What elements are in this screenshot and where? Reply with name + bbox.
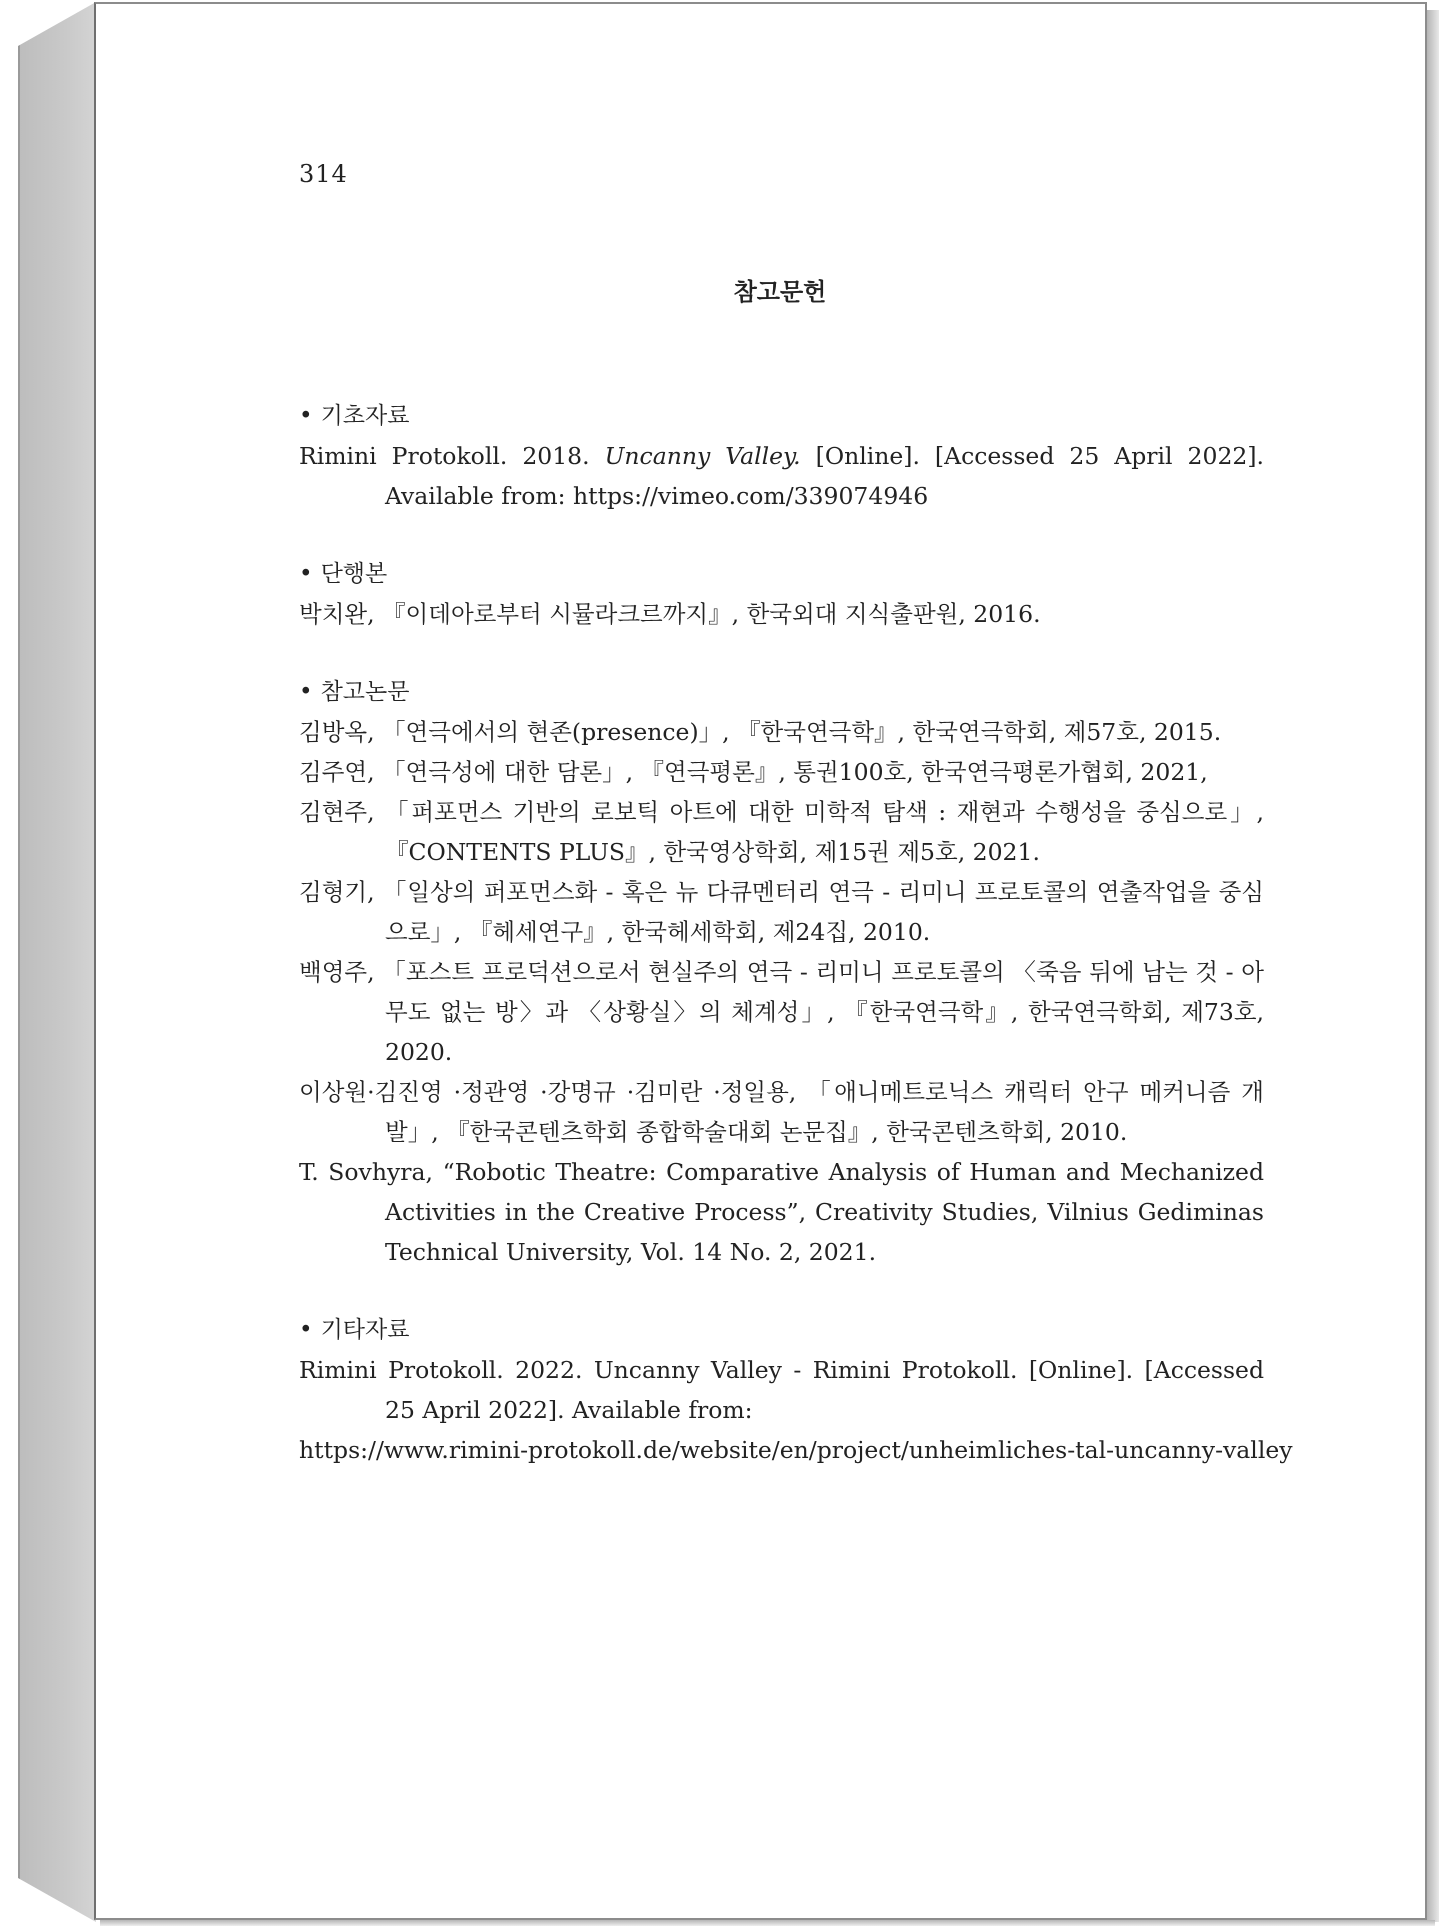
section-label-primary: • 기초자료 — [299, 403, 410, 429]
spine-top-corner — [18, 2, 96, 46]
bullet-icon: • — [299, 403, 313, 429]
reference-entry: T. Sovhyra, “Robotic Theatre: Comparative Analysis of Human and Mechanized Activities in the Creative Process”, Creativity Studies, Vilnius Gediminas Technical University, Vol. 14 No. 2, 2021. — [299, 1158, 1264, 1266]
page-number: 314 — [299, 160, 348, 188]
reference-url: https://www.rimini-protokoll.de/website/en/project/unheimliches-tal-uncanny-valley — [299, 1436, 1293, 1464]
page-bottom-shadow — [100, 1920, 1435, 1926]
section-label-papers: • 참고논문 — [299, 679, 410, 705]
reference-entry: 김현주, 「퍼포먼스 기반의 로보틱 아트에 대한 미학적 탐색 : 재현과 수행성을 중심으로」, 『CONTENTS PLUS』, 한국영상학회, 제15권 제5호, 2021. — [299, 798, 1264, 866]
reference-entry: 김형기, 「일상의 퍼포먼스화 - 혹은 뉴 다큐멘터리 연극 - 리미니 프로토콜의 연출작업을 중심으로」, 『헤세연구』, 한국헤세학회, 제24집, 2010. — [299, 878, 1264, 946]
references-body — [299, 396, 1293, 1470]
spine-bottom-corner — [18, 1878, 96, 1922]
reference-entry: 김방옥, 「연극에서의 현존(presence)」, 『한국연극학』, 한국연극학회, 제57호, 2015. — [299, 718, 1222, 746]
reference-entry: Rimini Protokoll. 2022. Uncanny Valley - Rimini Protokoll. [Online]. [Accessed 25 April 2022]. Available from: — [299, 1356, 1264, 1424]
bullet-icon: • — [299, 561, 313, 587]
reference-entry: 백영주, 「포스트 프로덕션으로서 현실주의 연극 - 리미니 프로토콜의 〈죽음 뒤에 남는 것 - 아무도 없는 방〉과 〈상황실〉의 체계성」, 『한국연극학』, 한국연극학회, 제73호, 2020. — [299, 958, 1264, 1066]
reference-entry: 김주연, 「연극성에 대한 담론」, 『연극평론』, 통권100호, 한국연극평론가협회, 2021, — [299, 758, 1208, 786]
reference-entry: Rimini Protokoll. 2018. Uncanny Valley. [Online]. [Accessed 25 April 2022]. Available from: https://vimeo.com/339074946 — [299, 442, 1264, 510]
section-label-books: • 단행본 — [299, 561, 388, 587]
bullet-icon: • — [299, 1317, 313, 1343]
bullet-icon: • — [299, 679, 313, 705]
reference-entry: 이상원·김진영 ·정관영 ·강명규 ·김미란 ·정일용, 「애니메트로닉스 캐릭터 안구 메커니즘 개발」, 『한국콘텐츠학회 종합학술대회 논문집』, 한국콘텐츠학회, 2010. — [299, 1078, 1264, 1146]
page-heading: 참고문헌 — [733, 278, 827, 306]
reference-entry: 박치완, 『이데아로부터 시뮬라크르까지』, 한국외대 지식출판원, 2016. — [299, 600, 1041, 628]
section-label-other: • 기타자료 — [299, 1317, 410, 1343]
